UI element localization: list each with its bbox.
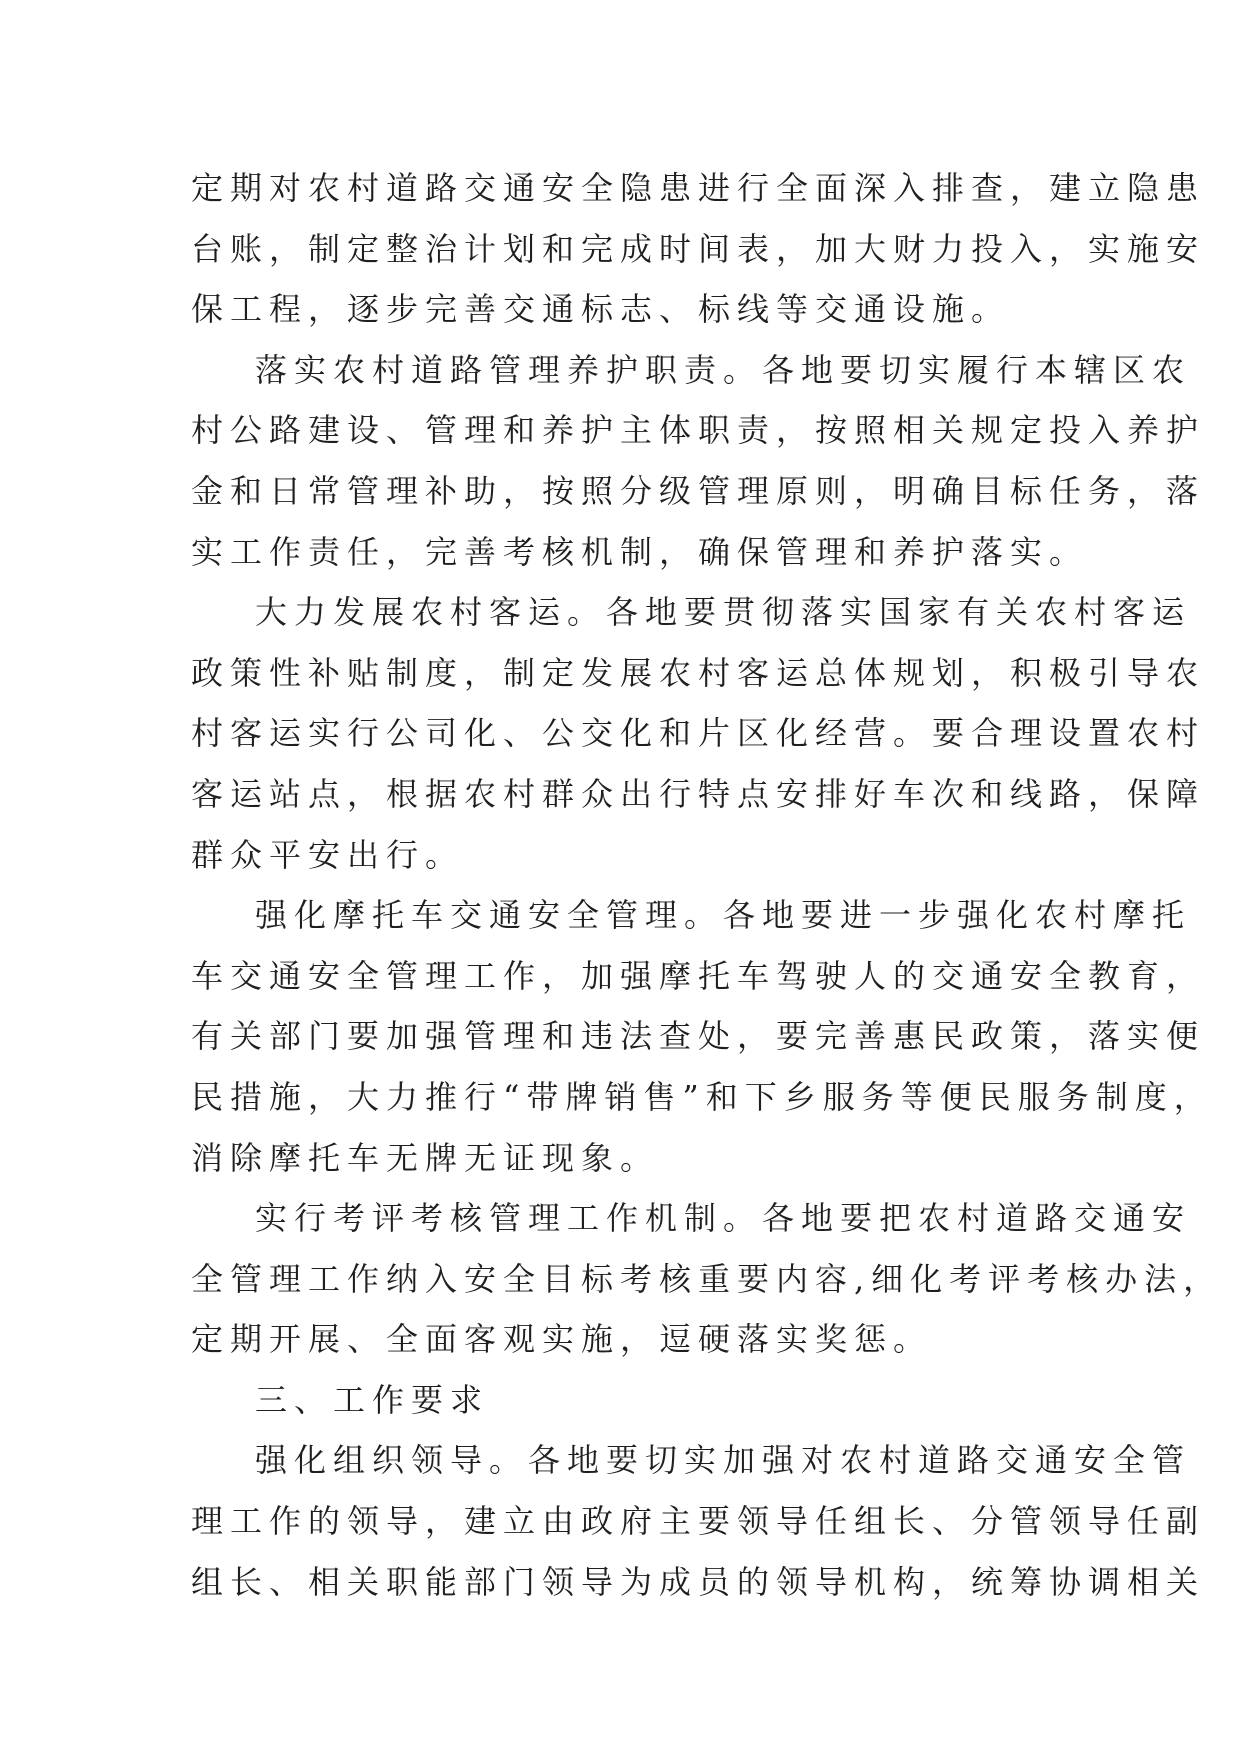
section-heading: 三、工作要求 [255,1380,490,1419]
text-line: 群众平安出行。 [191,835,465,874]
text-line: 有关部门要加强管理和违法查处，要完善惠民政策，落实便 [191,1017,1206,1056]
text-line: 理工作的领导，建立由政府主要领导任组长、分管领导任副 [191,1502,1206,1541]
text-line: 定期对农村道路交通安全隐患进行全面深入排查，建立隐患 [191,169,1206,207]
text-line: 车交通安全管理工作，加强摩托车驾驶人的交通安全教育， [191,956,1206,995]
text-line: 定期开展、全面客观实施，逗硬落实奖惩。 [191,1320,933,1359]
text-line: 村公路建设、管理和养护主体职责，按照相关规定投入养护 [191,411,1206,450]
text-line: 全管理工作纳入安全目标考核重要内容,细化考评考核办法， [191,1259,1223,1298]
document-body [191,158,1223,1612]
paragraph-heading-line: 强化组织领导。各地要切实加强对农村道路交通安全管 [255,1441,1192,1480]
text-line: 实工作责任，完善考核机制，确保管理和养护落实。 [191,532,1089,571]
text-line: 保工程，逐步完善交通标志、标线等交通设施。 [191,290,1011,329]
text-line: 组长、相关职能部门领导为成员的领导机构，统筹协调相关 [191,1562,1206,1601]
paragraph-heading-line: 实行考评考核管理工作机制。各地要把农村道路交通安 [255,1199,1192,1238]
text-line: 金和日常管理补助，按照分级管理原则，明确目标任务，落 [191,471,1206,510]
paragraph-heading-line: 大力发展农村客运。各地要贯彻落实国家有关农村客运 [255,593,1192,632]
text-line: 台账，制定整治计划和完成时间表，加大财力投入，实施安 [191,229,1206,268]
paragraph-heading-line: 落实农村道路管理养护职责。各地要切实履行本辖区农 [255,350,1192,389]
text-line: 民措施，大力推行“带牌销售”和下乡服务等便民服务制度， [191,1077,1213,1116]
text-line: 客运站点，根据农村群众出行特点安排好车次和线路，保障 [191,774,1206,813]
text-line: 村客运实行公司化、公交化和片区化经营。要合理设置农村 [191,714,1206,753]
text-line: 消除摩托车无牌无证现象。 [191,1138,660,1177]
paragraph-heading-line: 强化摩托车交通安全管理。各地要进一步强化农村摩托 [255,896,1192,935]
text-line: 政策性补贴制度，制定发展农村客运总体规划，积极引导农 [191,653,1206,692]
